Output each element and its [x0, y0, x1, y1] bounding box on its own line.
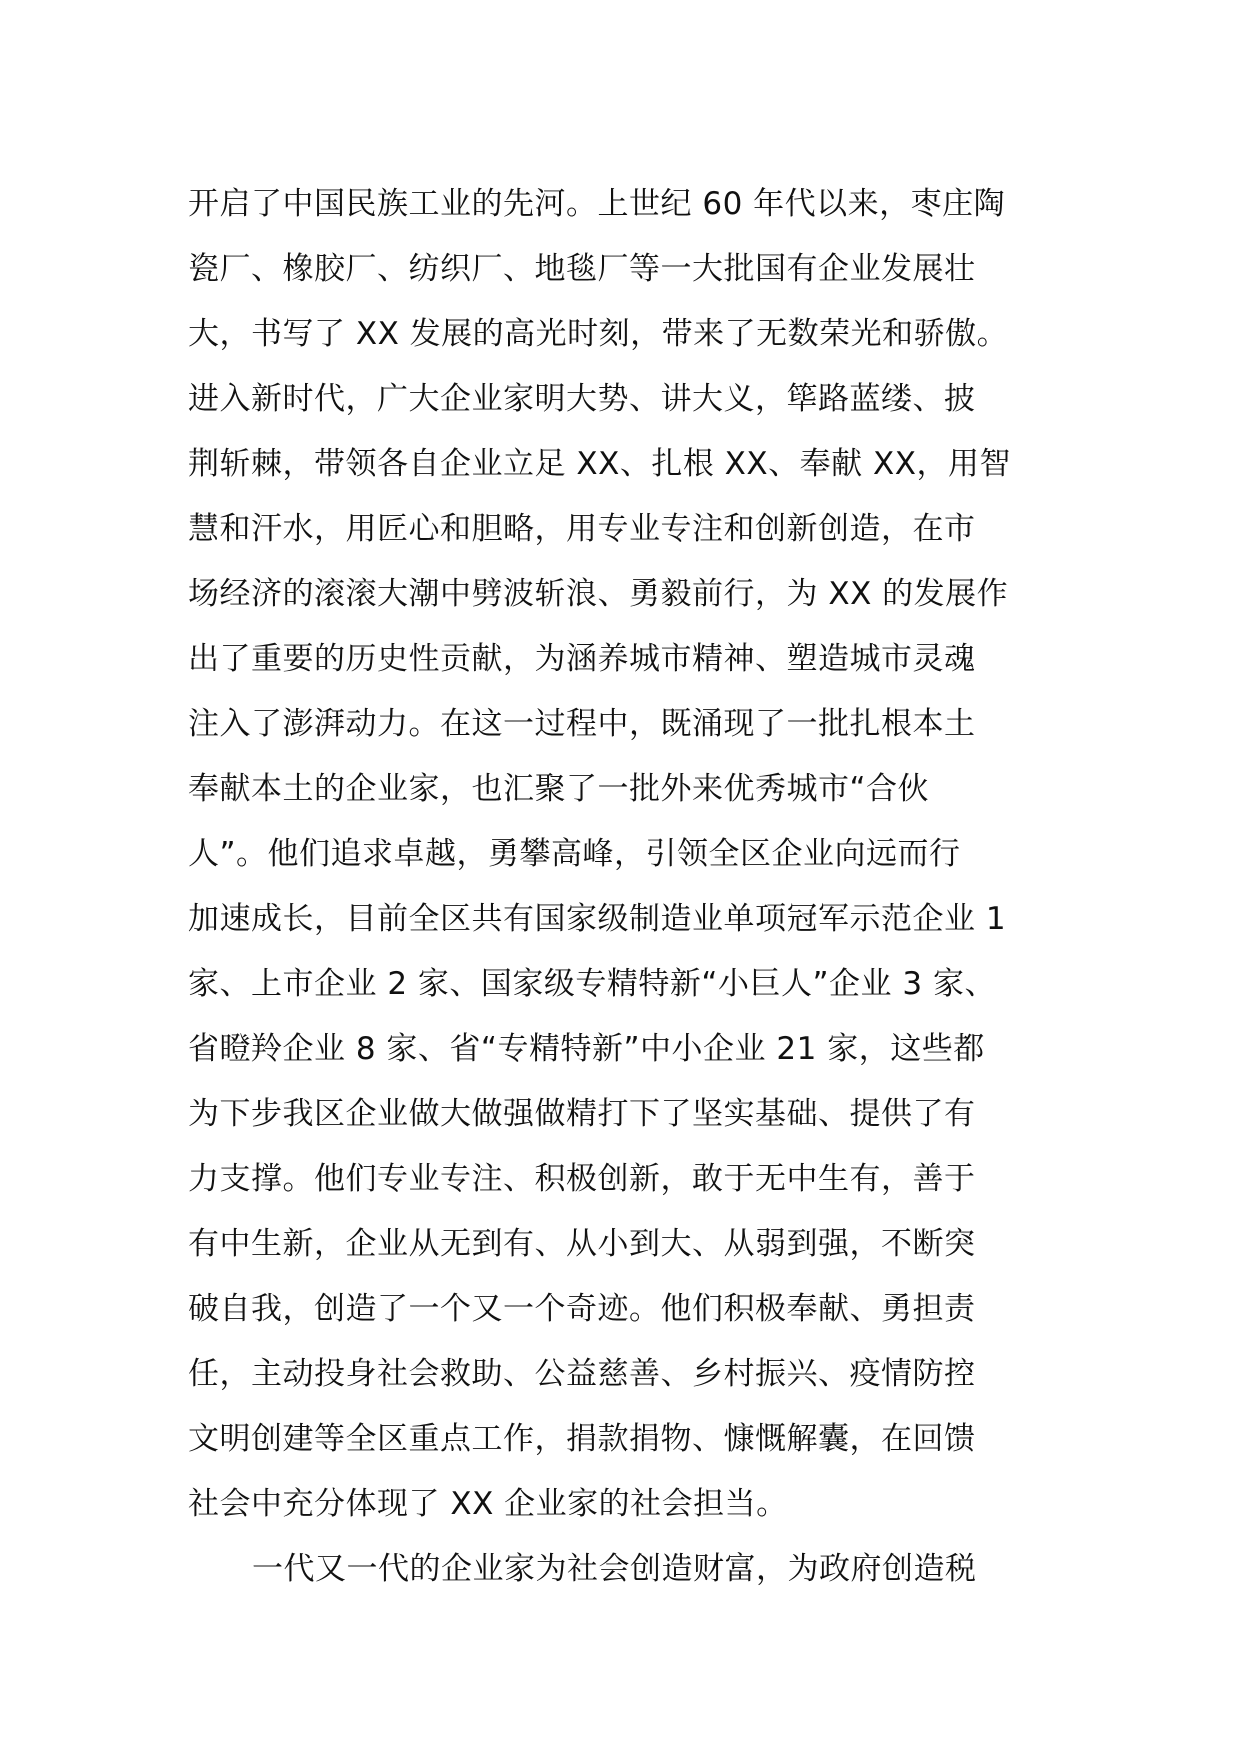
text-line: 社会中充分体现了 XX 企业家的社会担当。: [188, 1486, 788, 1522]
body-text: [188, 172, 1068, 1602]
text-line: 省瞪羚企业 8 家、省“专精特新”中小企业 21 家，这些都: [188, 1031, 985, 1067]
text-line: 荆斩棘，带领各自企业立足 XX、扎根 XX、奉献 XX，用智: [188, 446, 1011, 482]
text-line: 为下步我区企业做大做强做精打下了坚实基础、提供了有: [188, 1096, 976, 1132]
text-line: 文明创建等全区重点工作，捐款捐物、慷慨解囊，在回馈: [188, 1421, 976, 1457]
text-line: 破自我，创造了一个又一个奇迹。他们积极奉献、勇担责: [188, 1291, 976, 1327]
text-line: 人”。他们追求卓越，勇攀高峰，引领全区企业向远而行: [188, 836, 961, 872]
paragraph-start-line: 一代又一代的企业家为社会创造财富，为政府创造税: [252, 1551, 977, 1587]
text-line: 慧和汗水，用匠心和胆略，用专业专注和创新创造，在市: [188, 511, 976, 547]
text-line: 大，书写了 XX 发展的高光时刻，带来了无数荣光和骄傲。: [188, 316, 1009, 352]
text-line: 加速成长，目前全区共有国家级制造业单项冠军示范企业 1: [188, 901, 1007, 937]
text-line: 瓷厂、橡胶厂、纺织厂、地毯厂等一大批国有企业发展壮: [188, 251, 976, 287]
text-line: 进入新时代，广大企业家明大势、讲大义，筚路蓝缕、披: [188, 381, 976, 417]
text-line: 家、上市企业 2 家、国家级专精特新“小巨人”企业 3 家、: [188, 966, 996, 1002]
text-line: 奉献本土的企业家，也汇聚了一批外来优秀城市“合伙: [188, 771, 930, 807]
text-line: 场经济的滚滚大潮中劈波斩浪、勇毅前行，为 XX 的发展作: [188, 576, 1009, 612]
text-line: 有中生新，企业从无到有、从小到大、从弱到强，不断突: [188, 1226, 976, 1262]
text-line: 注入了澎湃动力。在这一过程中，既涌现了一批扎根本土: [188, 706, 976, 742]
text-line: 开启了中国民族工业的先河。上世纪 60 年代以来，枣庄陶: [188, 186, 1006, 222]
text-line: 任，主动投身社会救助、公益慈善、乡村振兴、疫情防控: [188, 1356, 976, 1392]
text-line: 出了重要的历史性贡献，为涵养城市精神、塑造城市灵魂: [188, 641, 976, 677]
text-line: 力支撑。他们专业专注、积极创新，敢于无中生有，善于: [188, 1161, 976, 1197]
